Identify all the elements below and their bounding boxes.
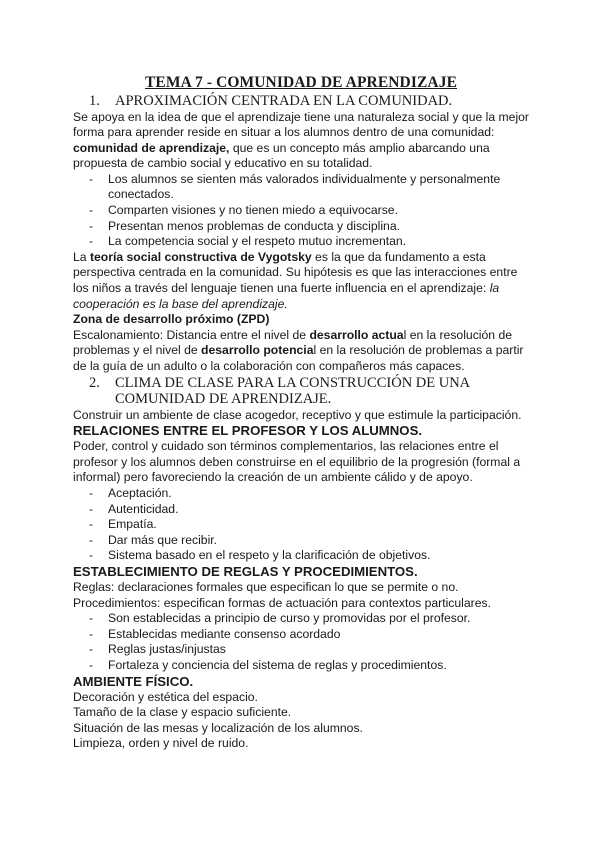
ambiente-line: Decoración y estética del espacio. xyxy=(73,689,258,704)
section-1-bullet-list xyxy=(73,172,529,250)
list-item: - Empatía. xyxy=(73,517,529,533)
list-item: - Fortaleza y conciencia del sistema de reglas y procedimientos. xyxy=(73,658,529,674)
document-title: TEMA 7 - COMUNIDAD DE APRENDIZAJE xyxy=(144,74,458,91)
list-item: - Comparten visiones y no tienen miedo a equivocarse. xyxy=(73,203,529,219)
zpd-bold-actual: desarrollo actua xyxy=(309,327,404,342)
intro-bold-term: comunidad de aprendizaje, xyxy=(73,140,230,155)
vygotsky-bold-term: teoría social constructiva de Vygotsky xyxy=(89,249,312,264)
list-item: - Autenticidad. xyxy=(73,502,529,518)
procedimientos-definition: Procedimientos: especifican formas de actuación para contextos particulares. xyxy=(73,595,491,610)
reglas-heading: ESTABLECIMIENTO DE REGLAS Y PROCEDIMIENTOS. xyxy=(73,563,418,579)
list-item: - Sistema basado en el respeto y la clarificación de objetivos. xyxy=(73,548,529,564)
list-item: - Establecidas mediante consenso acordado xyxy=(73,627,529,643)
ambiente-line: Limpieza, orden y nivel de ruido. xyxy=(73,736,249,751)
section-2-number: 2. xyxy=(89,374,100,391)
ambiente-line: Tamaño de la clase y espacio suficiente. xyxy=(73,705,292,720)
reglas-bullet-list xyxy=(73,611,529,673)
reglas-definition: Reglas: declaraciones formales que especifican lo que se permite o no. xyxy=(73,579,459,594)
list-item: - Dar más que recibir. xyxy=(73,533,529,549)
section-1-paragraph-intro xyxy=(73,110,529,172)
section-2-title: CLIMA DE CLASE PARA LA CONSTRUCCIÓN DE UNA COMUNIDAD DE APRENDIZAJE. xyxy=(115,374,470,408)
relaciones-bullet-list xyxy=(73,486,529,564)
relaciones-paragraph: Poder, control y cuidado son términos complementarios, las relaciones entre el profesor y los alumnos deben construirse en el equilibrio de la progresión (formal a informal) pero favoreciendo la creación de un ambiente cálido y de apoyo. xyxy=(73,439,521,485)
ambiente-line: Situación de las mesas y localización de los alumnos. xyxy=(73,720,363,735)
zpd-text: Escalonamiento: Distancia entre el nivel de xyxy=(73,327,310,342)
zpd-heading: Zona de desarrollo próximo (ZPD) xyxy=(73,312,270,327)
vygotsky-text: La xyxy=(73,249,90,264)
section-2-paragraph-intro: Construir un ambiente de clase acogedor, receptivo y que estimule la participación. xyxy=(73,407,522,422)
list-item: - Aceptación. xyxy=(73,486,529,502)
intro-text: Se apoya en la idea de que el aprendizaje tiene una naturaleza social y que la mejor forma para aprender reside en situar a los alumnos dentro de una comunidad: xyxy=(73,109,529,140)
zpd-bold-potencial: desarrollo potencia xyxy=(201,343,314,358)
list-item: - Los alumnos se sienten más valorados individualmente y personalmente conectados. xyxy=(73,172,529,203)
list-item: - Presentan menos problemas de conducta y disciplina. xyxy=(73,219,529,235)
zpd-text-end: l en la resolución de problemas a partir de la guía de un adulto o la colaboración con compañeros más capaces. xyxy=(73,343,524,373)
vygotsky-text-mid: es la que da fundamento a esta perspectiva centrada en la comunidad. Su hipótesis es que las interacciones entre los niños a través del lenguaje tienen una fuerte influencia en el aprendizaje: xyxy=(73,249,518,296)
section-1-paragraph-vygotsky xyxy=(73,250,529,312)
section-1-heading xyxy=(73,93,529,110)
section-1-title: APROXIMACIÓN CENTRADA EN LA COMUNIDAD. xyxy=(115,93,453,109)
section-1-number: 1. xyxy=(89,93,100,109)
section-1-paragraph-zpd xyxy=(73,328,529,375)
list-item: - Son establecidas a principio de curso y promovidas por el profesor. xyxy=(73,611,529,627)
intro-text-end: que es un concepto más amplio abarcando una propuesta de cambio social y educativo en su totalidad. xyxy=(73,140,490,171)
document-body xyxy=(73,74,529,752)
relaciones-heading: RELACIONES ENTRE EL PROFESOR Y LOS ALUMNOS. xyxy=(73,423,423,439)
vygotsky-italic-quote: la cooperación es la base del aprendizaje. xyxy=(73,281,500,311)
ambiente-heading: AMBIENTE FÍSICO. xyxy=(73,673,194,689)
list-item: - La competencia social y el respeto mutuo incrementan. xyxy=(73,234,529,250)
list-item: - Reglas justas/injustas xyxy=(73,642,529,658)
section-2-heading xyxy=(73,375,529,408)
zpd-text-mid: l en la resolución de problemas y el nivel de xyxy=(73,327,512,358)
